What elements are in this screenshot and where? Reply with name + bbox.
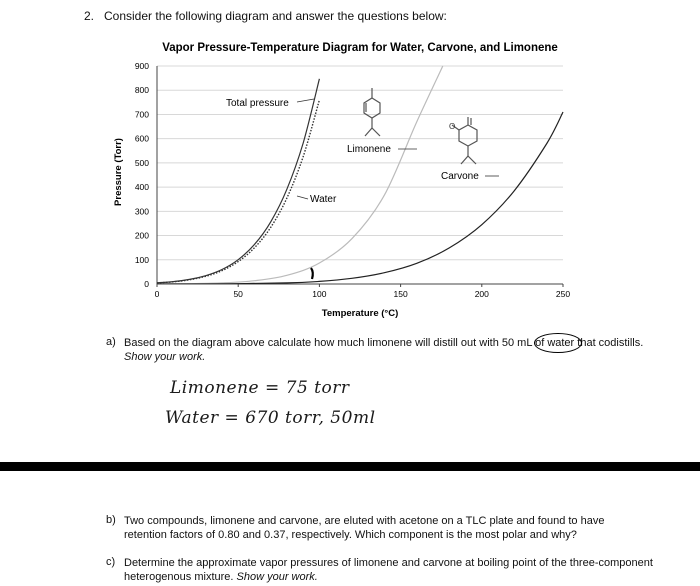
- chart-title: Vapor Pressure-Temperature Diagram for Water, Carvone, and Limonene: [162, 42, 558, 54]
- annotation-leader: [297, 99, 314, 102]
- y-tick-label: 400: [134, 182, 149, 193]
- y-tick-label: 300: [134, 206, 149, 217]
- y-tick-label: 100: [134, 254, 149, 265]
- annotation-label: Limonene: [347, 144, 391, 155]
- part-c-text: Determine the approximate vapor pressures of limonene and carvone at boiling point of the three-component heterogenous mixture.: [124, 557, 653, 583]
- part-c-letter: c): [106, 556, 116, 568]
- series-lines: [157, 66, 563, 284]
- series-line-water: [157, 100, 319, 283]
- carvone-structure-icon: [452, 117, 477, 164]
- carvone-oxygen-label: O: [449, 122, 456, 131]
- tick-labels: [135, 61, 571, 299]
- axes: [157, 66, 563, 287]
- question-intro: Consider the following diagram and answer the questions below:: [104, 9, 447, 23]
- circled-answer: [534, 333, 582, 353]
- y-tick-label: 200: [134, 230, 149, 241]
- y-tick-label: 800: [134, 85, 149, 96]
- annotation-leader: [297, 196, 308, 199]
- part-b-letter: b): [106, 514, 116, 526]
- question-number: 2.: [84, 9, 95, 23]
- annotation-label: Total pressure: [226, 98, 289, 109]
- x-tick-label: 0: [154, 289, 160, 299]
- part-a-letter: a): [106, 336, 116, 348]
- part-c-question: [124, 556, 654, 584]
- y-axis-label: Pressure (Torr): [113, 138, 124, 206]
- part-a-text: Based on the diagram above calculate how much limonene will distill out with 50 mL of water that codistills.: [124, 337, 644, 349]
- x-tick-label: 100: [312, 289, 327, 299]
- x-tick-label: 250: [555, 289, 571, 299]
- grid-lines: [157, 66, 563, 260]
- y-tick-label: 500: [134, 157, 149, 168]
- annotation-label: Carvone: [441, 171, 479, 182]
- part-c-instruction: Show your work.: [236, 571, 318, 583]
- part-a-instruction: Show your work.: [124, 351, 206, 363]
- limonene-structure-icon: [364, 88, 380, 136]
- handwritten-water: Water = 670 torr, 50ml: [165, 408, 376, 428]
- series-line-carvone: [157, 112, 563, 284]
- x-axis-label: Temperature (°C): [321, 308, 399, 319]
- hand-drawn-mark: [311, 268, 313, 279]
- y-tick-label: 700: [134, 109, 149, 120]
- x-tick-label: 50: [233, 289, 243, 299]
- x-tick-label: 200: [474, 289, 489, 299]
- series-line-limonene: [157, 66, 443, 284]
- y-tick-label: 600: [134, 133, 149, 144]
- y-tick-label: 0: [144, 279, 149, 289]
- part-b-question: Two compounds, limonene and carvone, are eluted with acetone on a TLC plate and found to have retention factors of 0.80 and 0.37, respectively. Which component is the most polar and why?: [124, 515, 605, 541]
- series-line-total-pressure: [157, 79, 319, 283]
- x-tick-label: 150: [393, 289, 408, 299]
- handwritten-limonene: Limonene = 75 torr: [170, 378, 350, 398]
- page-divider: [0, 462, 700, 471]
- y-tick-label: 900: [134, 61, 149, 71]
- annotation-label: Water: [310, 194, 337, 205]
